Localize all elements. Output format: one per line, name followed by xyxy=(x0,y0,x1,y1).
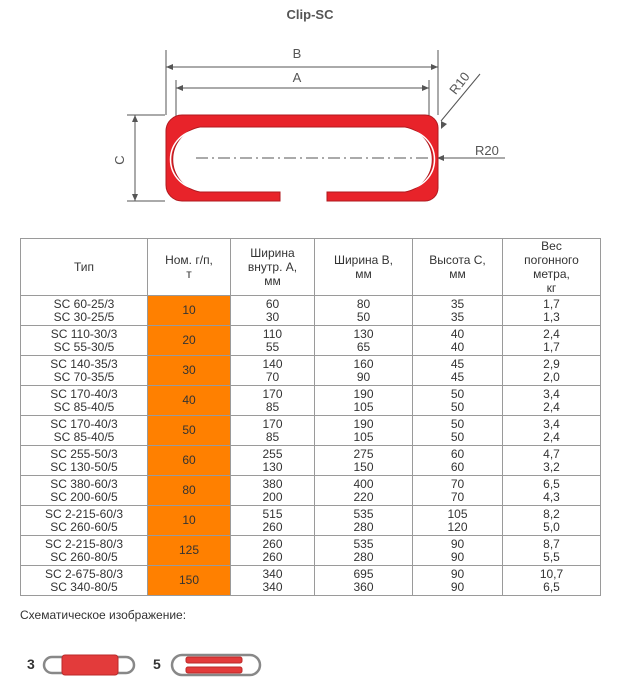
cell-height-c: 90 90 xyxy=(413,536,503,566)
page-title: Clip-SC xyxy=(286,7,334,22)
cell-width-b: 400 220 xyxy=(315,476,413,506)
cell-capacity: 60 xyxy=(148,446,231,476)
cell-weight: 8,7 5,5 xyxy=(503,536,601,566)
header-weight: Вес погонного метра, кг xyxy=(503,239,601,296)
schematic-type-3 xyxy=(44,655,134,675)
table-row xyxy=(21,536,601,566)
cell-type: SC 2-675-80/3 SC 340-80/5 xyxy=(21,566,148,596)
table-row xyxy=(21,296,601,326)
table-row xyxy=(21,326,601,356)
cell-capacity: 40 xyxy=(148,386,231,416)
cell-width-b: 535 280 xyxy=(315,536,413,566)
cell-inner-width-a: 140 70 xyxy=(231,356,315,386)
cell-weight: 2,9 2,0 xyxy=(503,356,601,386)
cell-weight: 1,7 1,3 xyxy=(503,296,601,326)
schematic-type-5 xyxy=(172,655,260,675)
table-row xyxy=(21,446,601,476)
cell-width-b: 190 105 xyxy=(315,416,413,446)
cell-width-b: 695 360 xyxy=(315,566,413,596)
cell-type: SC 140-35/3 SC 70-35/5 xyxy=(21,356,148,386)
table-header-row xyxy=(21,239,601,296)
schematic-label-5: 5 xyxy=(153,656,161,672)
cell-inner-width-a: 380 200 xyxy=(231,476,315,506)
cell-inner-width-a: 255 130 xyxy=(231,446,315,476)
label-r20: R20 xyxy=(475,143,499,158)
cell-weight: 8,2 5,0 xyxy=(503,506,601,536)
cell-inner-width-a: 170 85 xyxy=(231,416,315,446)
cell-type: SC 170-40/3 SC 85-40/5 xyxy=(21,416,148,446)
cell-weight: 4,7 3,2 xyxy=(503,446,601,476)
header-inner-width-a: Ширина внутр. А, мм xyxy=(231,239,315,296)
cell-type: SC 255-50/3 SC 130-50/5 xyxy=(21,446,148,476)
header-capacity: Ном. г/п, т xyxy=(148,239,231,296)
header-width-b: Ширина В, мм xyxy=(315,239,413,296)
cell-height-c: 35 35 xyxy=(413,296,503,326)
cell-inner-width-a: 110 55 xyxy=(231,326,315,356)
cell-capacity: 30 xyxy=(148,356,231,386)
cell-height-c: 105 120 xyxy=(413,506,503,536)
cell-inner-width-a: 340 340 xyxy=(231,566,315,596)
cell-type: SC 2-215-60/3 SC 260-60/5 xyxy=(21,506,148,536)
cell-width-b: 160 90 xyxy=(315,356,413,386)
table-row xyxy=(21,386,601,416)
schematic-label-3: 3 xyxy=(27,656,35,672)
cell-type: SC 170-40/3 SC 85-40/5 xyxy=(21,386,148,416)
cell-weight: 6,5 4,3 xyxy=(503,476,601,506)
cell-weight: 3,4 2,4 xyxy=(503,386,601,416)
schematic-caption: Схематическое изображение: xyxy=(20,608,187,622)
cell-capacity: 10 xyxy=(148,506,231,536)
cell-type: SC 60-25/3 SC 30-25/5 xyxy=(21,296,148,326)
cell-type: SC 380-60/3 SC 200-60/5 xyxy=(21,476,148,506)
label-r10: R10 xyxy=(446,69,473,98)
clip-profile-diagram xyxy=(0,0,620,236)
cell-height-c: 40 40 xyxy=(413,326,503,356)
table-row xyxy=(21,506,601,536)
cell-capacity: 50 xyxy=(148,416,231,446)
cell-width-b: 80 50 xyxy=(315,296,413,326)
cell-inner-width-a: 170 85 xyxy=(231,386,315,416)
cell-height-c: 60 60 xyxy=(413,446,503,476)
cell-capacity: 150 xyxy=(148,566,231,596)
schematic-illustrations xyxy=(0,640,300,688)
cell-height-c: 50 50 xyxy=(413,416,503,446)
table-row xyxy=(21,416,601,446)
cell-weight: 3,4 2,4 xyxy=(503,416,601,446)
spec-table xyxy=(20,238,601,596)
cell-inner-width-a: 515 260 xyxy=(231,506,315,536)
cell-capacity: 125 xyxy=(148,536,231,566)
table-row xyxy=(21,476,601,506)
cell-width-b: 535 280 xyxy=(315,506,413,536)
label-b: B xyxy=(292,46,302,61)
table-row xyxy=(21,566,601,596)
cell-inner-width-a: 260 260 xyxy=(231,536,315,566)
header-type: Тип xyxy=(21,239,148,296)
cell-type: SC 110-30/3 SC 55-30/5 xyxy=(21,326,148,356)
cell-inner-width-a: 60 30 xyxy=(231,296,315,326)
cell-capacity: 10 xyxy=(148,296,231,326)
cell-height-c: 90 90 xyxy=(413,566,503,596)
cell-width-b: 190 105 xyxy=(315,386,413,416)
cell-type: SC 2-215-80/3 SC 260-80/5 xyxy=(21,536,148,566)
cell-weight: 2,4 1,7 xyxy=(503,326,601,356)
label-c: C xyxy=(112,155,127,165)
cell-weight: 10,7 6,5 xyxy=(503,566,601,596)
cell-height-c: 70 70 xyxy=(413,476,503,506)
cell-capacity: 80 xyxy=(148,476,231,506)
cell-width-b: 275 150 xyxy=(315,446,413,476)
cell-height-c: 50 50 xyxy=(413,386,503,416)
cell-width-b: 130 65 xyxy=(315,326,413,356)
cell-capacity: 20 xyxy=(148,326,231,356)
header-height-c: Высота С, мм xyxy=(413,239,503,296)
table-row xyxy=(21,356,601,386)
cell-height-c: 45 45 xyxy=(413,356,503,386)
label-a: A xyxy=(292,70,302,85)
